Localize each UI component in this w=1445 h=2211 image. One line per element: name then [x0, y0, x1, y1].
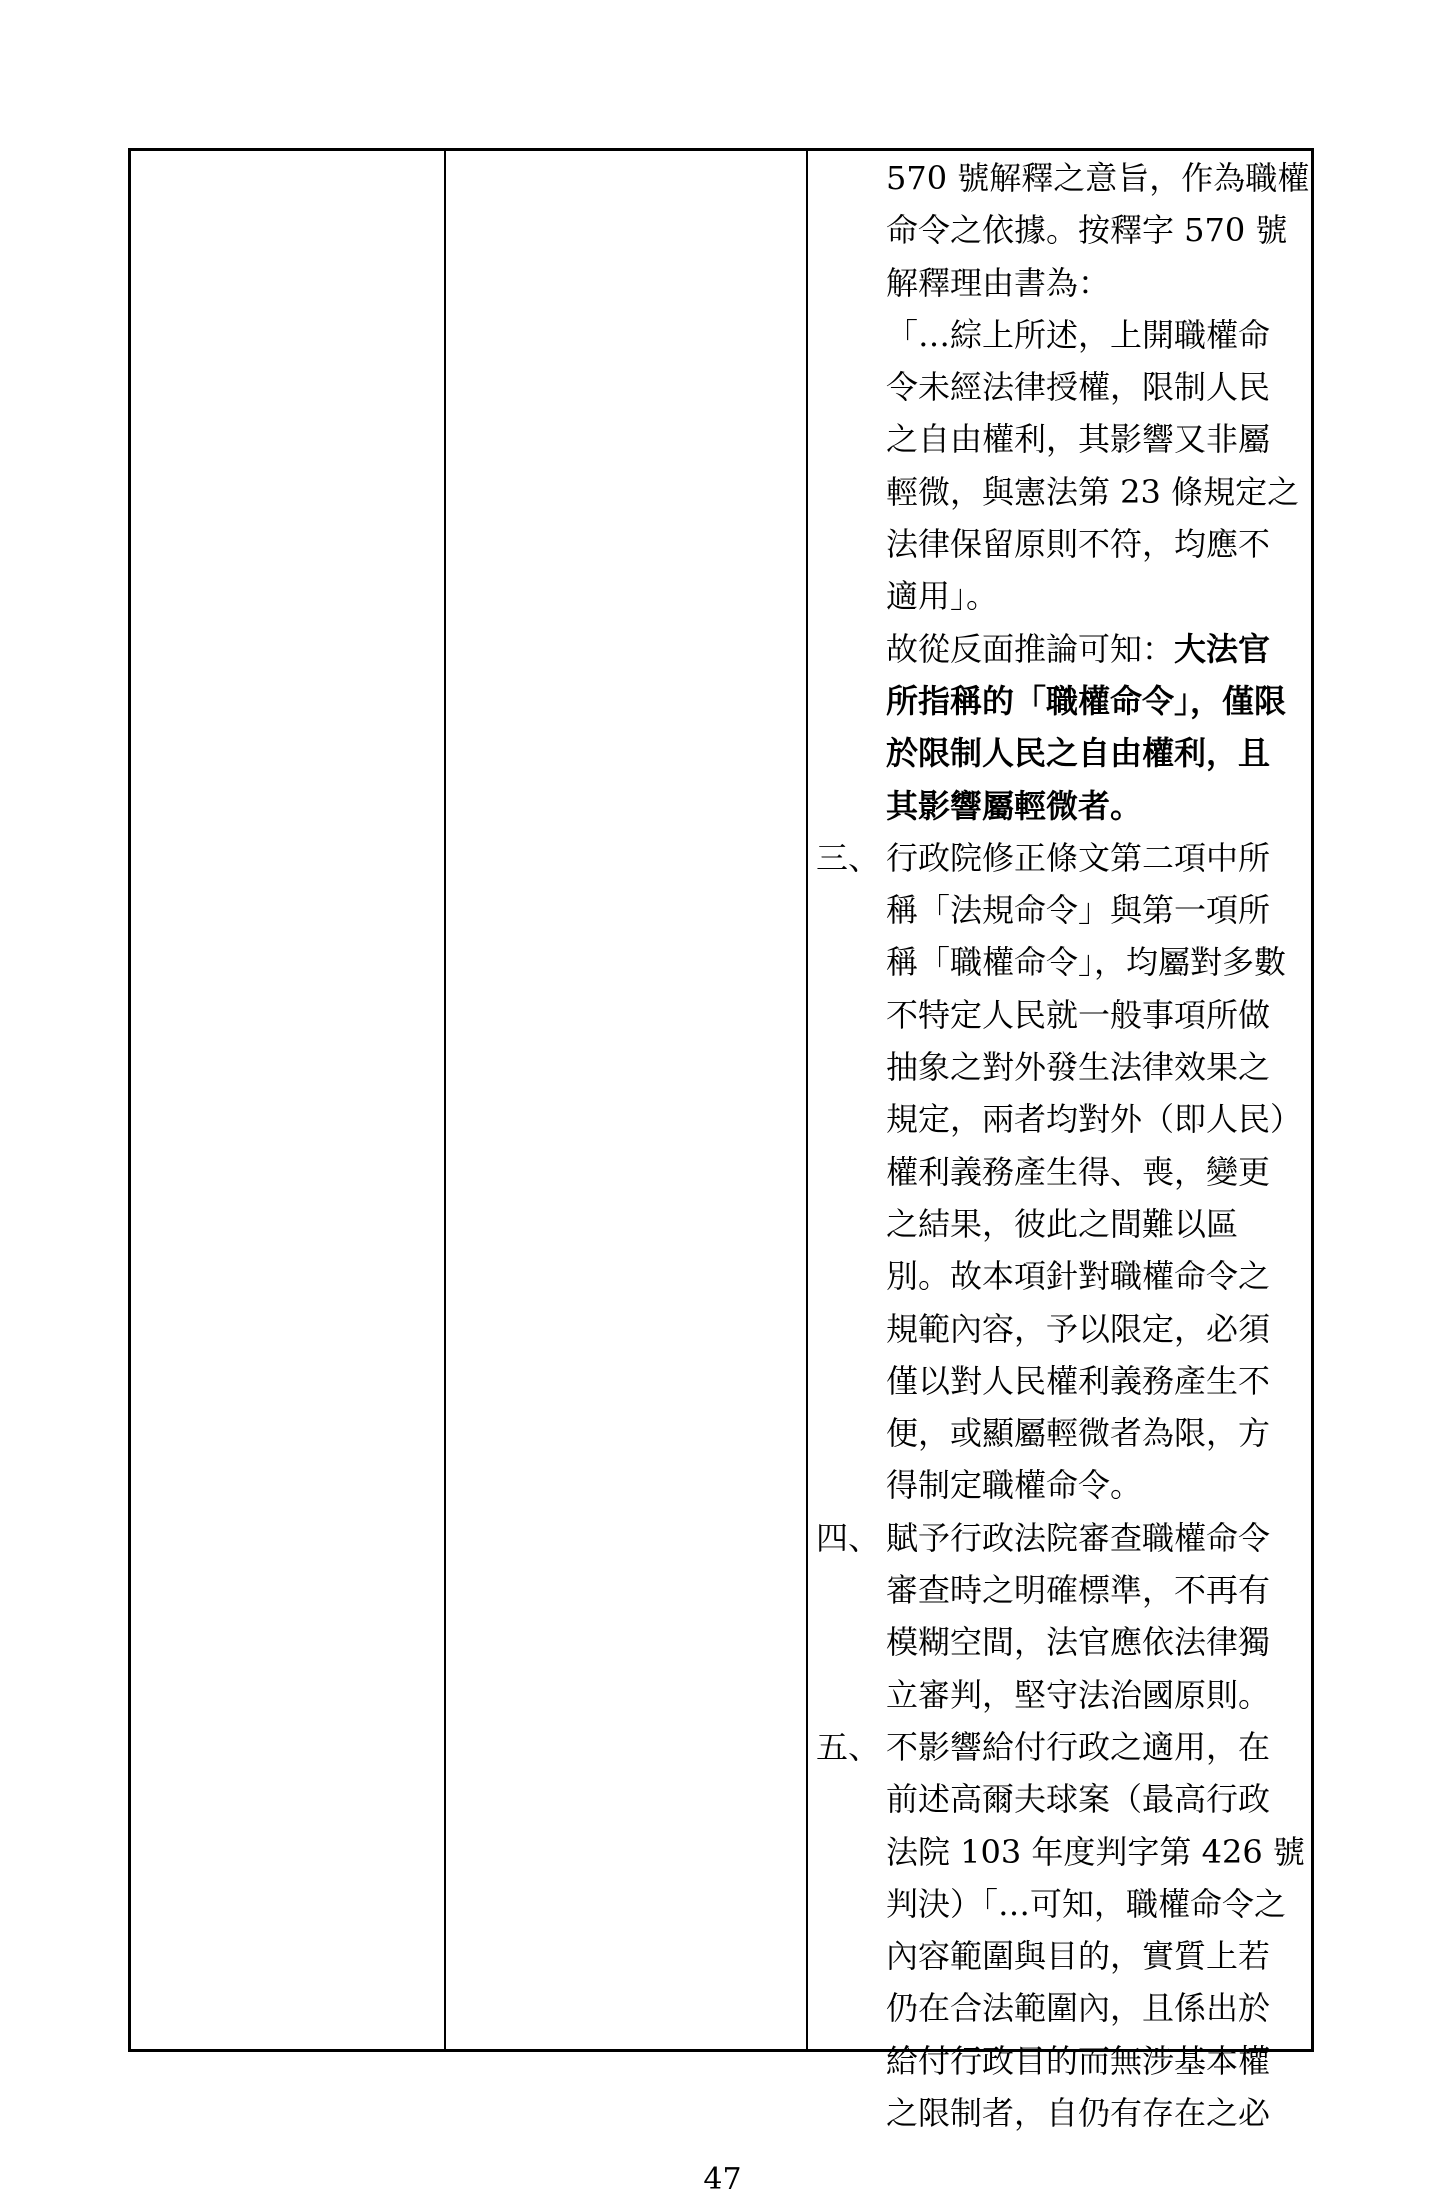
column-divider-2: [806, 148, 808, 2052]
text-line: [816, 1616, 1306, 1668]
line-text: [886, 1616, 1270, 1668]
line-text: [886, 257, 1110, 309]
line-text-main: 之結果，彼此之間難以區: [886, 1204, 1239, 1243]
text-line: [816, 780, 1306, 832]
text-line: [816, 1669, 1306, 1721]
text-line: [816, 1093, 1306, 1145]
line-text-main: 模糊空間，法官應依法律獨: [886, 1623, 1271, 1662]
page-number: 47: [703, 2162, 742, 2197]
line-text-main: 賦予行政法院審查職權命令: [886, 1518, 1271, 1557]
text-line: [816, 989, 1306, 1041]
line-text: [886, 1407, 1270, 1459]
line-text: [886, 1982, 1270, 2034]
line-text: [886, 623, 1270, 675]
line-text-main: 行政院修正條文第二項中所: [886, 838, 1271, 877]
line-text: [886, 570, 998, 622]
list-marker: 五、: [816, 1727, 881, 1766]
text-line: [816, 1773, 1306, 1825]
line-text-main: 所指稱的「職權命令」，僅限: [886, 681, 1287, 720]
line-text: [886, 2035, 1270, 2087]
line-text-main: 不影響給付行政之適用，在: [886, 1727, 1271, 1766]
text-line: [816, 884, 1306, 936]
line-text-main: 審查時之明確標準，不再有: [886, 1571, 1271, 1610]
line-text-main: 不特定人民就一般事項所做: [886, 995, 1271, 1034]
column-divider-1: [444, 148, 446, 2052]
text-line: [816, 518, 1306, 570]
list-marker: 四、: [816, 1518, 881, 1557]
line-text: [886, 1250, 1270, 1302]
line-text: [886, 1041, 1270, 1093]
line-text-main: 法院 103 年度判字第 426 號: [886, 1832, 1305, 1871]
line-text: [886, 832, 1270, 884]
line-text-main: 規定，兩者均對外（即人民）: [886, 1100, 1303, 1139]
line-text-main: 便，或顯屬輕微者為限，方: [886, 1414, 1271, 1453]
line-text: [886, 936, 1286, 988]
line-text-main: 適用」。: [886, 577, 999, 616]
text-line: [816, 1721, 1306, 1773]
text-line: [816, 2035, 1306, 2087]
line-text: [886, 1721, 1270, 1773]
line-text: [886, 989, 1270, 1041]
text-line: [816, 1355, 1306, 1407]
line-text: [886, 2087, 1270, 2139]
line-text-main: 於限制人民之自由權利，且: [886, 734, 1271, 773]
line-text-main: 判決）「…可知，職權命令之: [886, 1884, 1287, 1923]
line-text-main: 解釋理由書為：: [886, 263, 1111, 302]
text-line: [816, 413, 1306, 465]
text-line: [816, 1512, 1306, 1564]
line-text: [886, 1773, 1270, 1825]
line-text: [886, 727, 1270, 779]
line-text-main: 命令之依據。按釋字 570 號: [886, 211, 1288, 250]
line-text-main: 權利義務產生得、喪，變更: [886, 1152, 1271, 1191]
line-text: [886, 309, 1270, 361]
line-text: [886, 1512, 1270, 1564]
line-text-main: 令未經法律授權，限制人民: [886, 368, 1271, 407]
line-text: [886, 1459, 1142, 1511]
text-line: [816, 1407, 1306, 1459]
line-text: [886, 1355, 1270, 1407]
text-line: [816, 1564, 1306, 1616]
line-text-main: 稱「法規命令」與第一項所: [886, 891, 1271, 930]
text-line: [816, 466, 1306, 518]
line-text-main: 之限制者，自仍有存在之必: [886, 2093, 1271, 2132]
text-line: [816, 1303, 1306, 1355]
line-text: [886, 1878, 1286, 1930]
line-text-main: 內容範圍與目的，實質上若: [886, 1937, 1271, 1976]
line-text: [886, 1930, 1270, 1982]
line-text: [886, 1669, 1270, 1721]
text-line: [816, 675, 1306, 727]
line-text: [886, 1093, 1302, 1145]
line-text: [886, 413, 1270, 465]
line-text: [886, 152, 1309, 204]
line-text: [886, 1564, 1270, 1616]
line-text-main: 立審判，堅守法治國原則。: [886, 1675, 1271, 1714]
text-line: [816, 204, 1306, 256]
line-text-main: 輕微，與憲法第 23 條規定之: [886, 472, 1300, 511]
line-text: [886, 780, 1142, 832]
text-line: [816, 1146, 1306, 1198]
line-text: [886, 1826, 1305, 1878]
line-text-main: 前述高爾夫球案（最高行政: [886, 1780, 1271, 1819]
line-text: [886, 466, 1299, 518]
text-line: [816, 570, 1306, 622]
text-line: [816, 1459, 1306, 1511]
line-text-main: 之自由權利，其影響又非屬: [886, 420, 1271, 459]
line-text-main: 規範內容，予以限定，必須: [886, 1309, 1271, 1348]
line-text: [886, 1198, 1238, 1250]
text-line: [816, 1250, 1306, 1302]
text-line: [816, 1826, 1306, 1878]
text-line: [816, 727, 1306, 779]
text-line: [816, 832, 1306, 884]
text-line: [816, 309, 1306, 361]
line-text-bold-tail: 大法官: [1174, 629, 1271, 668]
line-text: [886, 361, 1270, 413]
line-text-main: 得制定職權命令。: [886, 1466, 1143, 1505]
line-text: [886, 884, 1270, 936]
line-text-main: 稱「職權命令」，均屬對多數: [886, 943, 1287, 982]
line-text-main: 故從反面推論可知：: [886, 629, 1175, 668]
line-text: [886, 1146, 1270, 1198]
text-line: [816, 2087, 1306, 2139]
text-line: [816, 257, 1306, 309]
line-text: [886, 204, 1287, 256]
line-text-main: 仍在合法範圍內，且係出於: [886, 1989, 1271, 2028]
line-text: [886, 675, 1286, 727]
line-text-main: 「…綜上所述，上開職權命: [886, 315, 1271, 354]
text-line: [816, 1930, 1306, 1982]
text-line: [816, 1878, 1306, 1930]
line-text: [886, 1303, 1270, 1355]
text-line: [816, 1982, 1306, 2034]
text-line: [816, 1041, 1306, 1093]
text-line: [816, 152, 1310, 204]
line-text-main: 其影響屬輕微者。: [886, 786, 1143, 825]
line-text-main: 抽象之對外發生法律效果之: [886, 1048, 1271, 1087]
list-marker: 三、: [816, 838, 881, 877]
text-line: [816, 936, 1306, 988]
line-text-main: 570 號解釋之意旨，作為職權: [886, 159, 1310, 197]
line-text-main: 法律保留原則不符，均應不: [886, 525, 1271, 564]
text-line: [816, 361, 1306, 413]
explanation-column: [816, 152, 1310, 2132]
line-text-main: 僅以對人民權利義務產生不: [886, 1361, 1271, 1400]
line-text-main: 給付行政目的而無涉基本權: [886, 2041, 1271, 2080]
text-line: [816, 1198, 1306, 1250]
line-text-main: 別。故本項針對職權命令之: [886, 1257, 1271, 1296]
line-text: [886, 518, 1270, 570]
text-line: [816, 623, 1306, 675]
